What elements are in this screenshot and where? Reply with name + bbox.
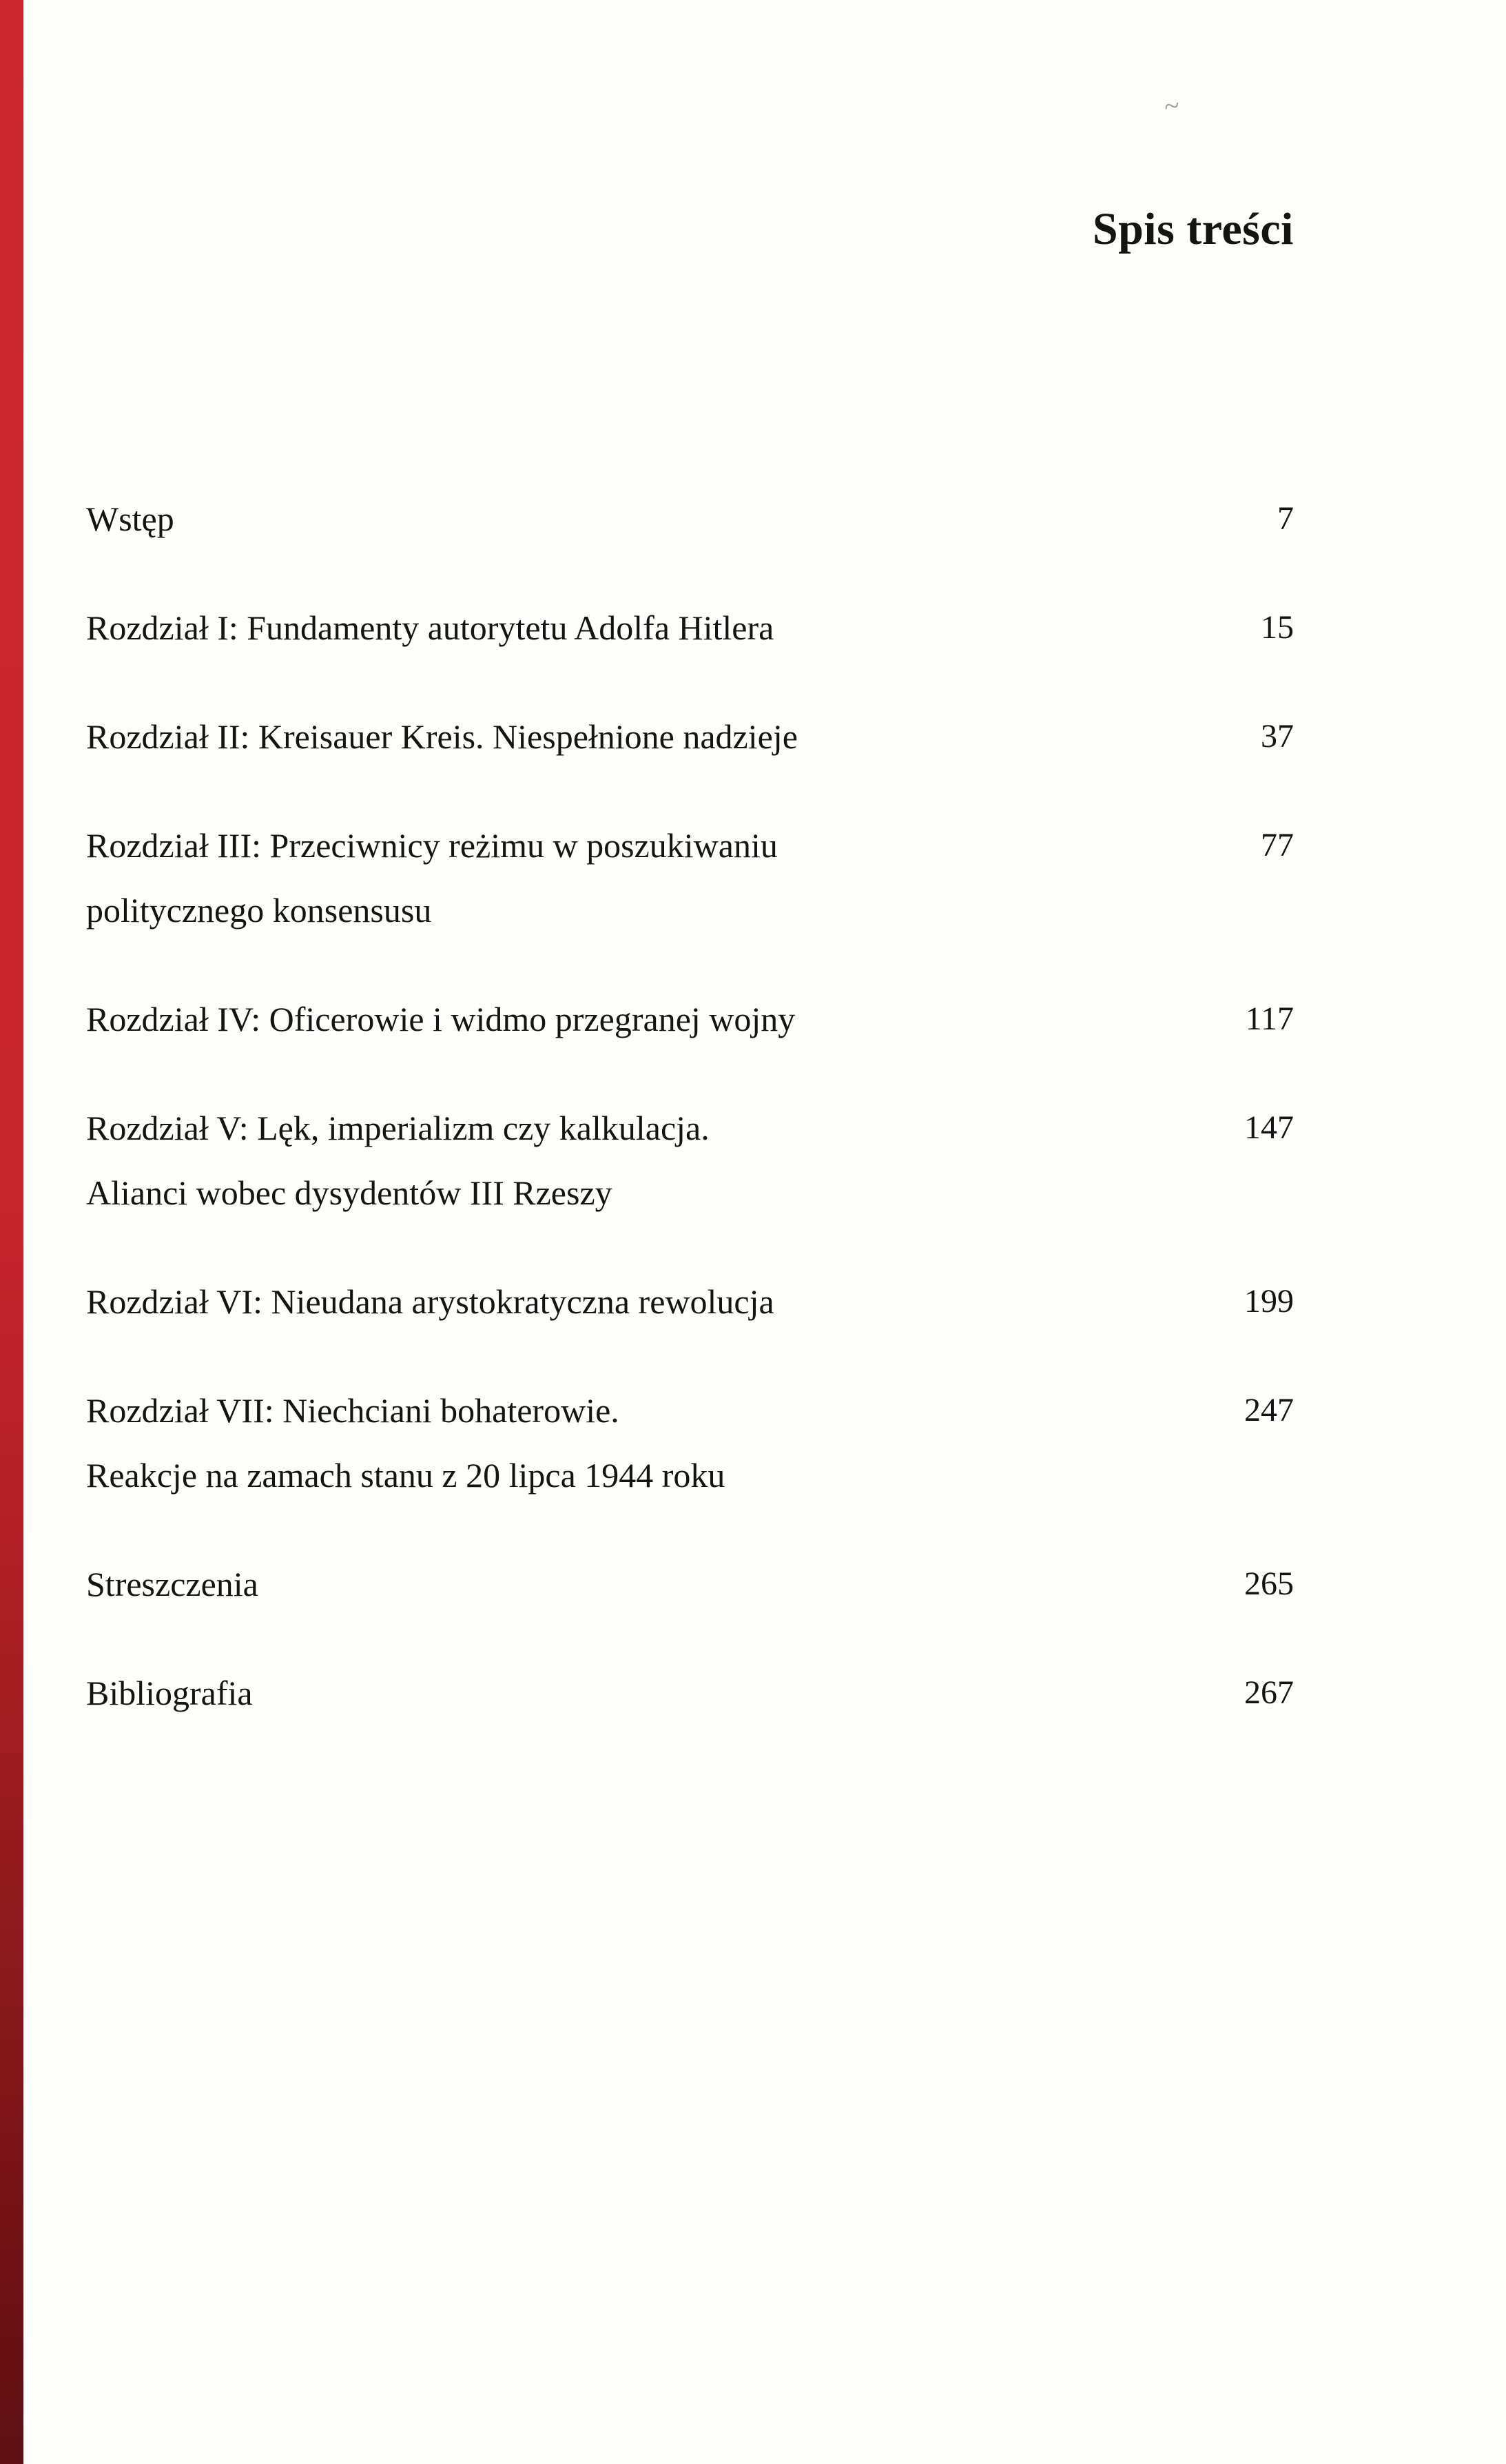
toc-entry-line: Alianci wobec dysydentów III Rzeszy <box>86 1173 612 1212</box>
toc-entry-line: Bibliografia <box>86 1674 253 1712</box>
toc-entry-line: Wstęp <box>86 500 174 538</box>
toc-entry-line: Rozdział VII: Niechciani bohaterowie. <box>86 1391 619 1430</box>
toc-entry-line: Rozdział IV: Oficerowie i widmo przegranej wojny <box>86 1000 796 1038</box>
toc-entry-line: politycznego konsensusu <box>86 891 432 930</box>
toc-entry-label <box>86 486 174 551</box>
toc-entry-line: Reakcje na zamach stanu z 20 lipca 1944 roku <box>86 1456 725 1495</box>
toc-entry-label <box>86 987 795 1051</box>
toc-entry-page-number: 247 <box>1244 1392 1294 1428</box>
toc-entry <box>86 595 1294 660</box>
toc-entry-label <box>86 1096 710 1225</box>
toc-entry-page-number: 265 <box>1244 1565 1294 1602</box>
toc-entry <box>86 486 1294 551</box>
toc-entry-label <box>86 1661 253 1725</box>
scan-artifact-mark: ~ <box>1162 89 1179 123</box>
toc-entry-line: Rozdział I: Fundamenty autorytetu Adolfa Hitlera <box>86 608 774 647</box>
toc-entry-label <box>86 1378 725 1508</box>
toc-entry-page-number: 267 <box>1244 1674 1294 1711</box>
toc-entry-line: Rozdział II: Kreisauer Kreis. Niespełnione nadzieje <box>86 717 798 756</box>
toc-entry <box>86 987 1294 1051</box>
toc-entry-line: Rozdział V: Lęk, imperializm czy kalkulacja. <box>86 1109 710 1147</box>
toc-entry-page-number: 147 <box>1244 1109 1294 1146</box>
toc-entry-label <box>86 1552 258 1616</box>
page-title: Spis treści <box>1092 204 1294 254</box>
toc-entry <box>86 813 1294 943</box>
toc-entry-page-number: 77 <box>1261 827 1294 863</box>
toc-entry-page-number: 37 <box>1261 718 1294 754</box>
toc-entry <box>86 704 1294 769</box>
toc-entry-line: Rozdział VI: Nieudana arystokratyczna rewolucja <box>86 1282 774 1321</box>
toc-entry-page-number: 117 <box>1245 1000 1294 1037</box>
toc-entry-page-number: 15 <box>1261 609 1294 646</box>
toc-entry-page-number: 7 <box>1277 500 1294 537</box>
toc-entry-page-number: 199 <box>1244 1283 1294 1320</box>
toc-entry <box>86 1378 1294 1508</box>
toc-list <box>86 486 1294 1725</box>
toc-entry-label <box>86 595 774 660</box>
toc-entry-line: Rozdział III: Przeciwnicy reżimu w poszukiwaniu <box>86 826 778 865</box>
toc-entry <box>86 1269 1294 1334</box>
toc-entry-line: Streszczenia <box>86 1565 258 1603</box>
toc-content <box>86 204 1294 1769</box>
toc-entry <box>86 1552 1294 1616</box>
toc-entry-label <box>86 813 778 943</box>
toc-entry <box>86 1096 1294 1225</box>
spine-red-stripe <box>0 0 23 2464</box>
toc-entry <box>86 1661 1294 1725</box>
toc-entry-label <box>86 704 798 769</box>
toc-entry-label <box>86 1269 774 1334</box>
